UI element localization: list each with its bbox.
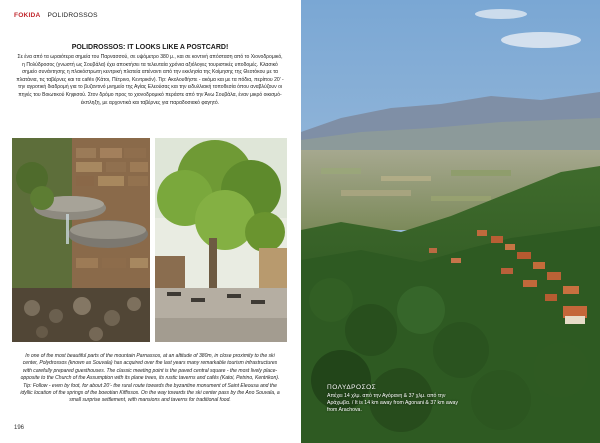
- brand-name: FOKIDA: [14, 12, 41, 19]
- english-body-text: In one of the most beautiful parts of the mountain Parnassos, at an altitude of 380m, in close proximity to the ski center, Polydrossos (known as Souvala) has acquired over the last years many remarkable tourism infrastructures with carefully prepared guesthouses. The classic meeting point is the paved central square - the most lively place- opposite to the Church of the Assumption with its plane trees, its rustic taverns and cafés (Katoi, Petrino, Kentrikon). Tip: Follow - even by foot, for about 20’- the rural route towards the byzantine monument of Saint Eleousa and the idyllic location of the springs of the boeotian Kiffissos. On the way towards the ski center pass by the Ano Souvala, a small surprise settlement, with mansions and taverns for traditional food.: [20, 353, 280, 404]
- page-number: 196: [14, 425, 25, 431]
- caption-title: ΠΟΛΥΔΡΟΣΟΣ: [327, 384, 377, 391]
- caption-text: Απέχει 14 χλμ. από την Αγόρανη & 37 χλμ. από την Αράχωβα. / It is 14 km away from Agonani & 37 km away from Arachova.: [327, 393, 459, 413]
- greek-body-text: Σε ένα από τα ωραιότερα σημεία του Παρνασσού, σε υψόμετρο 380 μ., και σε κοντινή απόσταση από το Χιονοδρομικό, η Πολύδροσος (γνωστή ως Σουβάλα) έχει αποκτήσει τα τελευταία χρόνια αξιόλογες τουριστικές υποδομές. Κλασικό σημείο συνάντησης η πλακόστρωτη κεντρική πλατεία απέναντι από την εκκλησία της Κοίμησης της Θεοτόκου με τα πλατάνια, τις ταβέρνες και τα cafés (Κάτοι, Πέτρινο, Κεντρικόν). Tip: Ακολουθήστε - ακόμα και με τα πόδια, περίπου 20’ - την αγροτική διαδρομή για το βυζαντινό μνημείο της Αγίας Ελεούσας και την ειδυλλιακή τοποθεσία όπου αναβλύζουν οι πηγές του Βοιωτικού Κηφισού. Στον δρόμο προς το χιονοδρομικό περάστε από την Άνω Σουβάλα, έναν μικρό οικισμό-έκπληξη, με αρχοντικά και ταβέρνες για παραδοσιακό φαγητό.: [16, 54, 284, 106]
- fountain-photo: [12, 138, 150, 342]
- landscape-photo: [301, 0, 600, 443]
- running-head: [14, 12, 98, 19]
- photo-caption: [327, 384, 467, 414]
- section-name: POLIDROSSOS: [47, 12, 98, 19]
- village-square-photo: [155, 138, 287, 342]
- article-title: POLIDROSSOS: IT LOOKS LIKE A POSTCARD!: [71, 44, 229, 51]
- right-page-photo: [301, 0, 600, 443]
